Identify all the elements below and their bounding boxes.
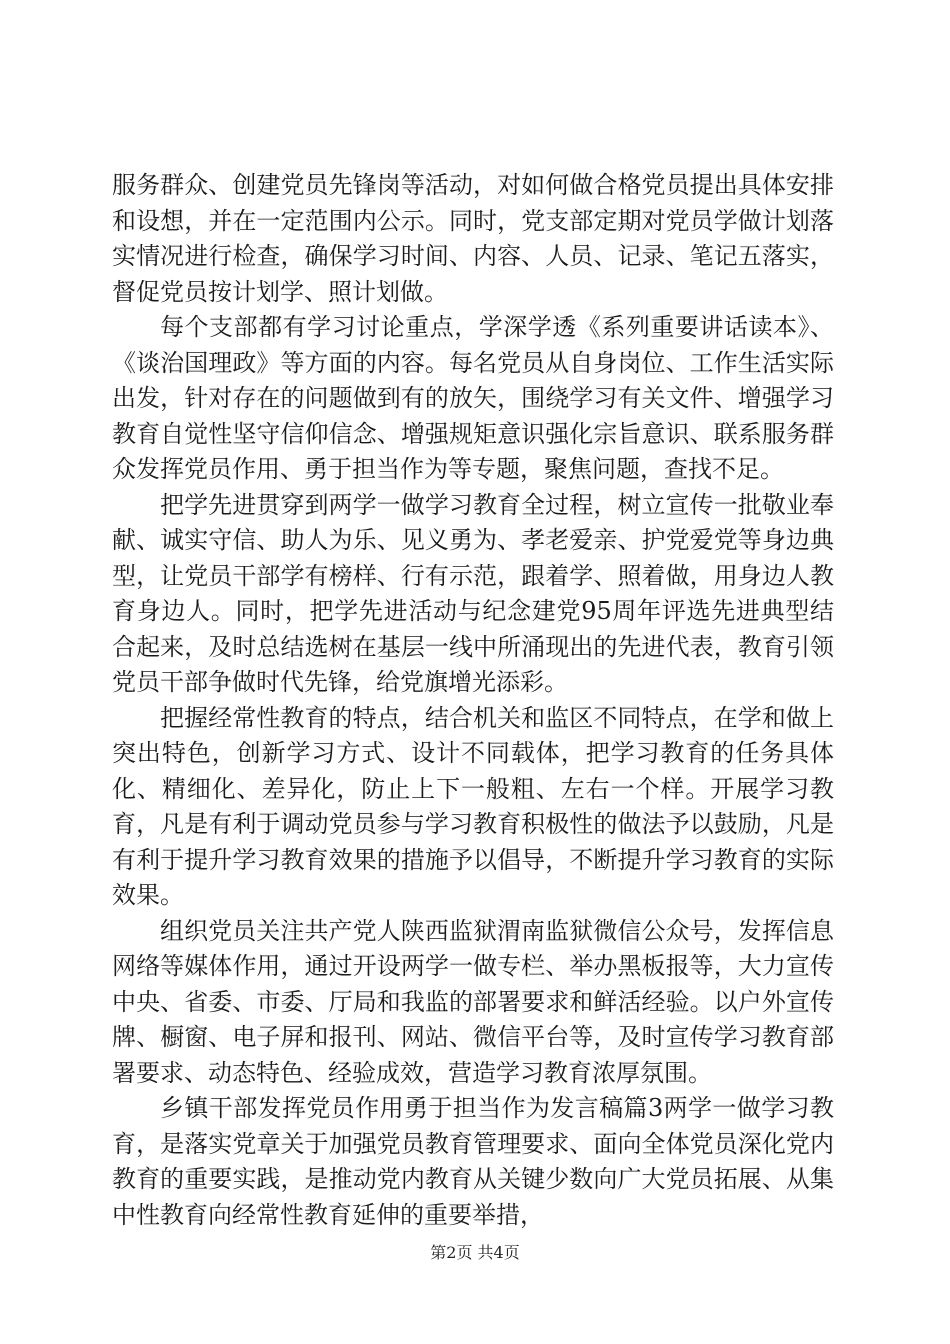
- paragraph-3: 把学先进贯穿到两学一做学习教育全过程，树立宣传一批敬业奉献、诚实守信、助人为乐、见义勇为、孝老爱亲、护党爱党等身边典型，让党员干部学有榜样、行有示范，跟着学、照着做，用身边人教育身边人。同时，把学先进活动与纪念建党95周年评选先进典型结合起来，及时总结选树在基层一线中所涌现出的先进代表，教育引领党员干部争做时代先锋，给党旗增光添彩。: [112, 490, 834, 696]
- page-number-footer: 第2页 共4页: [430, 1243, 520, 1262]
- paragraph-5: 组织党员关注共产党人陕西监狱渭南监狱微信公众号，发挥信息网络等媒体作用，通过开设两学一做专栏、举办黑板报等，大力宣传中央、省委、市委、厅局和我监的部署要求和鲜活经验。以户外宣传牌、橱窗、电子屏和报刊、网站、微信平台等，及时宣传学习教育部署要求、动态特色、经验成效，营造学习教育浓厚氛围。: [112, 916, 834, 1087]
- paragraph-1: 服务群众、创建党员先锋岗等活动，对如何做合格党员提出具体安排和设想，并在一定范围内公示。同时，党支部定期对党员学做计划落实情况进行检查，确保学习时间、内容、人员、记录、笔记五落实，督促党员按计划学、照计划做。: [112, 171, 834, 306]
- paragraph-2: 每个支部都有学习讨论重点，学深学透《系列重要讲话读本》、《谈治国理政》等方面的内容。每名党员从自身岗位、工作生活实际出发，针对存在的问题做到有的放矢，围绕学习有关文件、增强学习教育自觉性坚守信仰信念、增强规矩意识强化宗旨意识、联系服务群众发挥党员作用、勇于担当作为等专题，聚焦问题，查找不足。: [112, 313, 834, 483]
- paragraph-6: 乡镇干部发挥党员作用勇于担当作为发言稿篇3两学一做学习教育，是落实党章关于加强党员教育管理要求、面向全体党员深化党内教育的重要实践，是推动党内教育从关键少数向广大党员拓展、从集中性教育向经常性教育延伸的重要举措，: [112, 1094, 834, 1229]
- document-body: [112, 168, 834, 1233]
- paragraph-4: 把握经常性教育的特点，结合机关和监区不同特点，在学和做上突出特色，创新学习方式、设计不同载体，把学习教育的任务具体化、精细化、差异化，防止上下一般粗、左右一个样。开展学习教育，凡是有利于调动党员参与学习教育积极性的做法予以鼓励，凡是有利于提升学习教育效果的措施予以倡导，不断提升学习教育的实际效果。: [112, 703, 834, 909]
